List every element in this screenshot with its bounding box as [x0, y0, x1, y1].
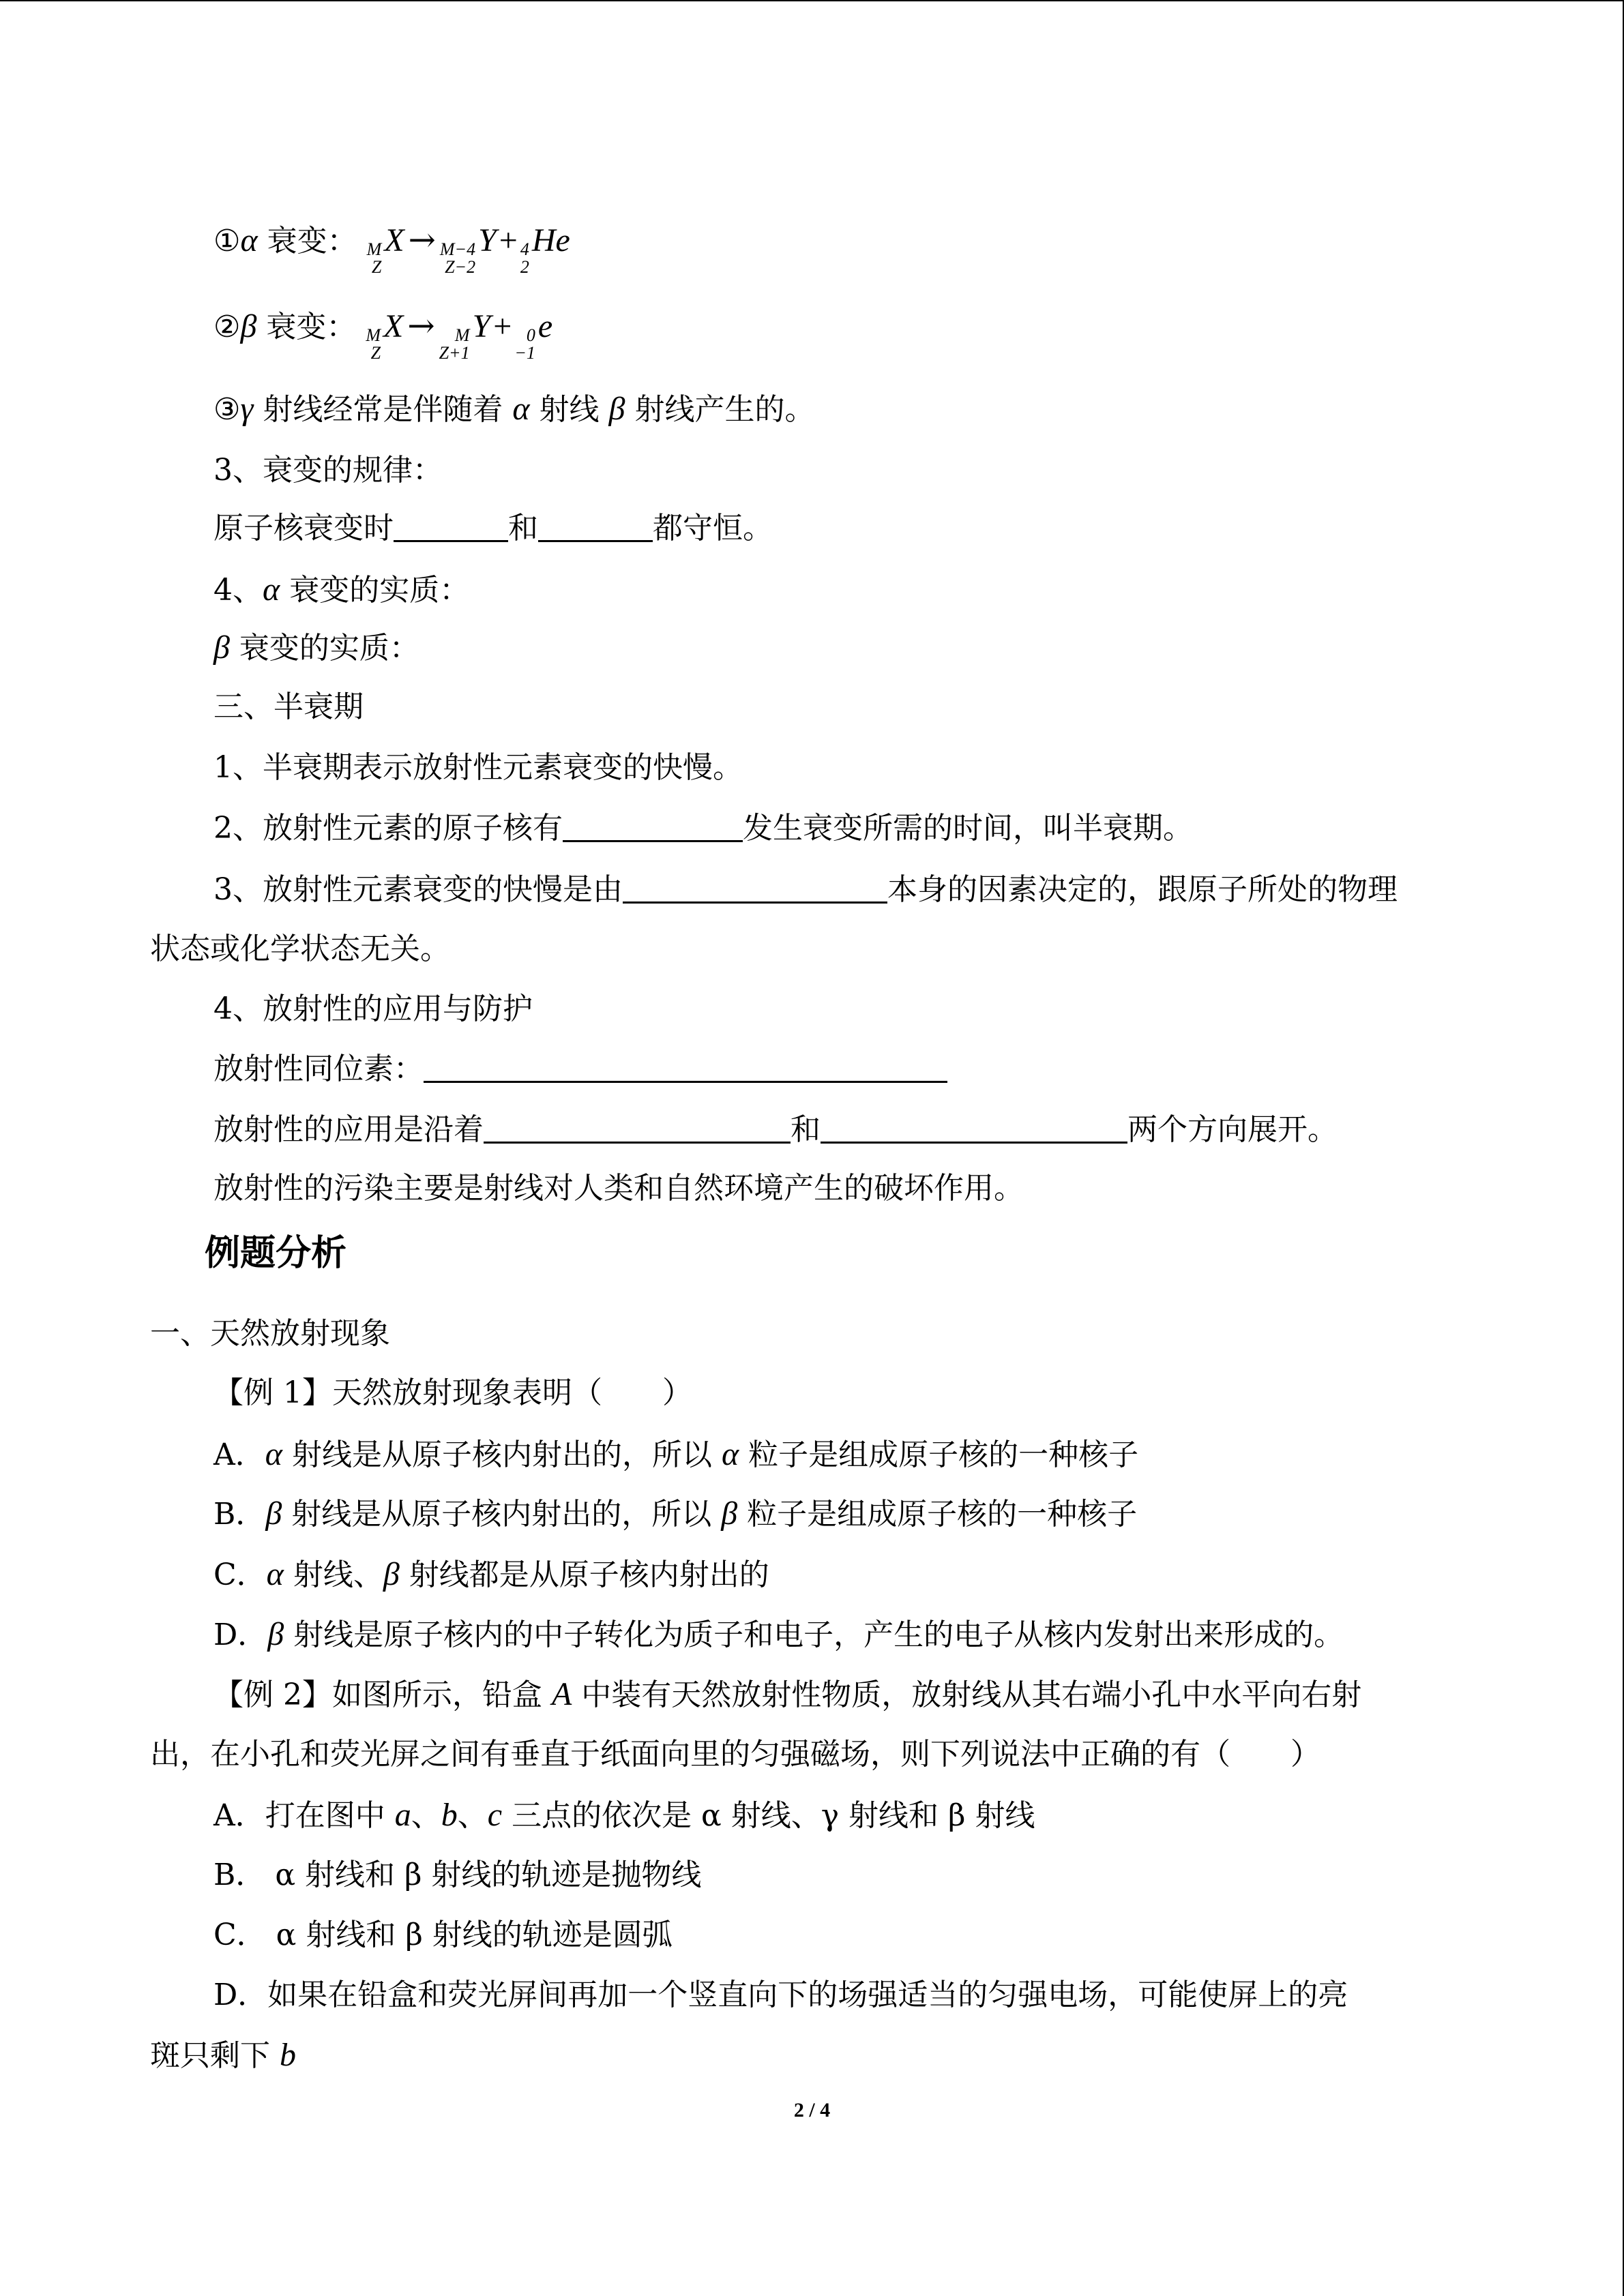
atomic-number: Z [370, 343, 381, 363]
example1-stem: 【例 1】天然放射现象表明（ ） [213, 1375, 692, 1410]
text: 、 [411, 1798, 441, 1833]
text: 射线、 [283, 1557, 383, 1592]
plus-sign: + [493, 308, 512, 344]
pollution-line: 放射性的污染主要是射线对人类和自然环境产生的破坏作用。 [213, 1171, 1024, 1206]
mass-number: M [366, 239, 382, 259]
example2-option-c[interactable]: C． α 射线和 β 射线的轨迹是圆弧 [213, 1918, 673, 1952]
application-line [213, 1109, 1338, 1150]
atomic-number: Z+1 [439, 343, 470, 363]
text: 粒子是组成原子核的一种核子 [739, 1437, 1139, 1472]
example1-option-c[interactable] [213, 1554, 769, 1595]
arrow-icon: → [408, 221, 436, 259]
greek-symbol: α [721, 1436, 739, 1472]
text: 射线 [529, 392, 609, 427]
mass-number: 0 [526, 325, 535, 345]
text: 射线产生的。 [625, 392, 815, 427]
circled-number: ① [213, 224, 241, 258]
greek-symbol: β [240, 308, 257, 344]
greek-symbol: β [383, 1556, 400, 1592]
charge-number: −1 [514, 343, 535, 363]
text: 射线经常是伴随着 [253, 392, 513, 427]
text: 4、 [213, 573, 263, 608]
text: 都守恒。 [653, 511, 773, 546]
element-symbol: Y [472, 308, 491, 344]
example2-option-d[interactable]: D．如果在铅盒和荧光屏间再加一个竖直向下的场强适当的匀强电场，可能使屏上的亮 [213, 1978, 1348, 2012]
greek-symbol: γ [240, 391, 254, 427]
beta-equation [366, 305, 552, 362]
text: 【例 2】如图所示，铅盒 [213, 1678, 552, 1712]
text: 三点的依次是 α 射线、γ 射线和 β 射线 [502, 1798, 1035, 1833]
isotope-scripts [367, 241, 382, 276]
text: 和 [791, 1112, 821, 1147]
text: 放射性的应用是沿着 [213, 1112, 484, 1147]
mass-number: 4 [520, 239, 529, 259]
halflife-p4: 4、放射性的应用与防护 [213, 992, 533, 1026]
greek-symbol: α [265, 1436, 282, 1472]
variable: b [280, 2037, 296, 2073]
alpha-equation [367, 220, 570, 276]
greek-symbol: α [512, 391, 530, 427]
subsection-title: 一、天然放射现象 [150, 1316, 390, 1351]
example2-stem-line2: 出，在小孔和荧光屏之间有垂直于纸面向里的匀强磁场，则下列说法中正确的有（ ） [150, 1737, 1320, 1772]
text: 粒子是组成原子核的一种核子 [737, 1497, 1138, 1532]
halflife-p2 [213, 808, 1193, 849]
isotope-scripts [514, 327, 535, 362]
isotope-line [213, 1049, 947, 1090]
gamma-line [213, 389, 814, 430]
option-letter: C． [213, 1557, 267, 1592]
answer-blank[interactable] [538, 509, 653, 542]
element-symbol: He [531, 222, 570, 258]
answer-blank[interactable] [821, 1110, 1127, 1144]
text: 本身的因素决定的，跟原子所处的物理 [887, 872, 1398, 907]
beta-essence-line [213, 627, 419, 668]
rule-line [213, 508, 773, 549]
mass-number: M [366, 325, 381, 345]
text: 和 [508, 511, 538, 546]
greek-symbol: α [263, 571, 280, 608]
mass-number: M [454, 325, 470, 345]
text: 射线是从原子核内射出的，所以 [282, 1497, 722, 1532]
answer-blank[interactable] [394, 509, 508, 542]
atomic-number: 2 [520, 257, 529, 277]
element-symbol: X [384, 222, 404, 258]
greek-symbol: β [721, 1495, 738, 1532]
answer-blank[interactable] [424, 1049, 947, 1083]
element-symbol: X [383, 308, 404, 344]
text: 射线都是从原子核内射出的 [399, 1557, 769, 1592]
alpha-essence-line [213, 569, 469, 610]
element-symbol: Y [478, 222, 497, 258]
label: 衰变： [256, 310, 357, 344]
text: 衰变的实质： [280, 573, 470, 608]
text: 射线是从原子核内射出的，所以 [282, 1437, 722, 1472]
rule-title: 3、衰变的规律： [213, 453, 443, 488]
plus-sign: + [499, 222, 518, 258]
text: 2、放射性元素的原子核有 [213, 811, 563, 846]
text: 原子核衰变时 [213, 511, 394, 546]
text: 两个方向展开。 [1127, 1112, 1338, 1147]
text: 射线是原子核内的中子转化为质子和电子，产生的电子从核内发射出来形成的。 [284, 1617, 1344, 1652]
example2-option-d-cont [150, 2035, 296, 2076]
example2-option-b[interactable]: B． α 射线和 β 射线的轨迹是抛物线 [213, 1858, 702, 1892]
greek-symbol: β [267, 1616, 284, 1652]
mass-number: M−4 [439, 239, 476, 259]
option-letter: B． [213, 1497, 266, 1532]
greek-symbol: β [213, 629, 230, 666]
halflife-p3 [213, 869, 1398, 910]
isotope-scripts [366, 327, 381, 362]
option-letter: D． [213, 1617, 268, 1652]
circled-number: ② [213, 310, 241, 344]
text: 3、放射性元素衰变的快慢是由 [213, 872, 623, 907]
example2-option-a[interactable] [213, 1795, 1035, 1836]
halflife-p1: 1、半衰期表示放射性元素衰变的快慢。 [213, 750, 743, 785]
option-letter: A． [213, 1437, 265, 1472]
alpha-decay-line [213, 220, 570, 277]
answer-blank[interactable] [563, 809, 743, 842]
variable: A [551, 1676, 572, 1712]
label: 衰变： [257, 224, 357, 258]
element-symbol: e [537, 308, 553, 344]
variable: a [394, 1797, 411, 1833]
isotope-scripts [520, 241, 529, 276]
answer-blank[interactable] [484, 1110, 791, 1144]
text: 发生衰变所需的时间，叫半衰期。 [743, 811, 1193, 846]
greek-symbol: β [265, 1495, 282, 1532]
example2-stem-line1 [213, 1674, 1361, 1715]
halflife-p3-cont: 状态或化学状态无关。 [150, 931, 450, 966]
atomic-number: Z−2 [445, 257, 476, 277]
answer-blank[interactable] [623, 870, 887, 904]
beta-decay-line [213, 305, 553, 363]
example1-option-b[interactable] [213, 1493, 1137, 1534]
greek-symbol: α [240, 222, 258, 258]
example1-option-d[interactable] [213, 1614, 1344, 1655]
text: 、 [457, 1798, 488, 1833]
greek-symbol: α [266, 1556, 284, 1592]
variable: c [487, 1797, 503, 1833]
circled-number: ③ [213, 392, 241, 427]
text: 放射性同位素： [213, 1052, 424, 1086]
greek-symbol: β [608, 391, 625, 427]
isotope-scripts [439, 327, 470, 362]
text: 衰变的实质： [229, 631, 419, 666]
text: A．打在图中 [213, 1798, 395, 1833]
atomic-number: Z [371, 257, 382, 277]
text: 中装有天然放射性物质，放射线从其右端小孔中水平向右射 [572, 1678, 1362, 1712]
text: 斑只剩下 [150, 2038, 280, 2073]
variable: b [441, 1797, 458, 1833]
example1-option-a[interactable] [213, 1434, 1138, 1475]
arrow-icon: → [407, 307, 435, 345]
page-number: 2 / 4 [793, 2099, 831, 2121]
section-heading: 例题分析 [205, 1233, 347, 1274]
halflife-title: 三、半衰期 [213, 689, 364, 724]
isotope-scripts [440, 241, 475, 276]
